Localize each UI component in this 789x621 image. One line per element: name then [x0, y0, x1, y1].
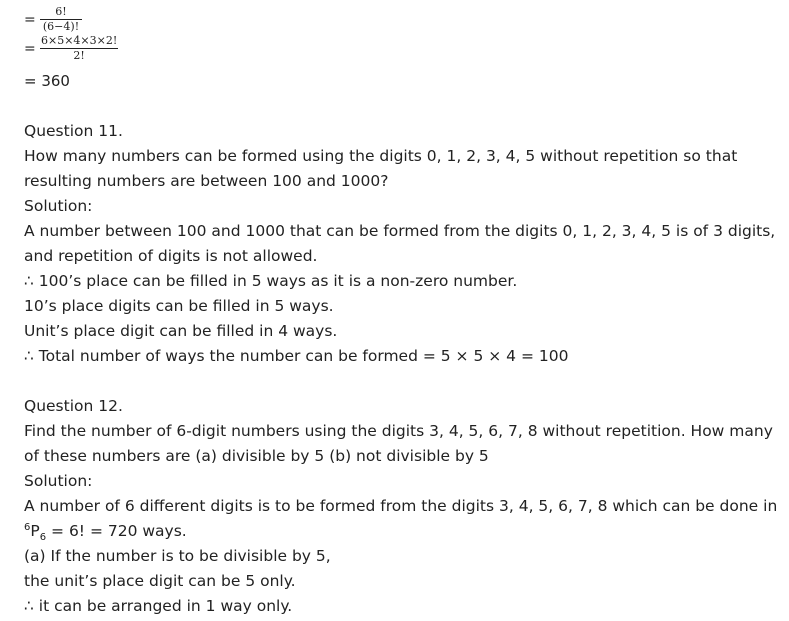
solution-text: A number between 100 and 1000 that can be formed from the digits 0, 1, 2, 3, 4, 5 is of 3 digits, — [24, 222, 776, 240]
equals-sign: = — [24, 11, 36, 28]
fraction-calculation — [24, 6, 118, 62]
solution-text: Unit’s place digit can be filled in 4 ways. — [24, 322, 338, 340]
perm-superscript: 6 — [24, 521, 31, 533]
denominator: 2! — [73, 49, 85, 62]
perm-rest: = 6! = 720 ways. — [46, 522, 187, 540]
fraction-row-1 — [24, 6, 118, 33]
denominator: (6−4)! — [42, 20, 80, 33]
solution-text: ∴ Total number of ways the number can be formed = 5 × 5 × 4 = 100 — [24, 347, 569, 365]
solution-label: Solution: — [24, 197, 93, 215]
solution-text: and repetition of digits is not allowed. — [24, 247, 318, 265]
permutation-line — [24, 519, 769, 544]
solution-text: 10’s place digits can be filled in 5 ways. — [24, 297, 334, 315]
question-heading: Question 12. — [24, 397, 123, 415]
result-line: = 360 — [24, 72, 70, 90]
perm-letter: P — [30, 522, 40, 540]
question-12 — [24, 394, 778, 619]
question-11 — [24, 119, 776, 369]
question-text: Find the number of 6-digit numbers using the digits 3, 4, 5, 6, 7, 8 without repetition. How many — [24, 422, 773, 440]
solution-text: (a) If the number is to be divisible by 5, — [24, 547, 331, 565]
question-text: resulting numbers are between 100 and 1000? — [24, 172, 389, 190]
question-text: of these numbers are (a) divisible by 5 (b) not divisible by 5 — [24, 447, 489, 465]
solution-text: the unit’s place digit can be 5 only. — [24, 572, 296, 590]
solution-text: A number of 6 different digits is to be formed from the digits 3, 4, 5, 6, 7, 8 which can be done in — [24, 497, 778, 515]
question-heading: Question 11. — [24, 122, 123, 140]
solution-text: ∴ it can be arranged in 1 way only. — [24, 597, 293, 615]
equals-sign: = — [24, 40, 36, 57]
fraction-row-2 — [24, 35, 118, 62]
question-text: How many numbers can be formed using the digits 0, 1, 2, 3, 4, 5 without repetition so that — [24, 147, 738, 165]
fraction — [40, 6, 82, 33]
perm-subscript: 6 — [39, 532, 47, 544]
numerator: 6×5×4×3×2! — [41, 34, 118, 47]
solution-label: Solution: — [24, 472, 93, 490]
solution-text: ∴ 100’s place can be filled in 5 ways as it is a non-zero number. — [24, 272, 518, 290]
numerator: 6! — [40, 6, 82, 20]
fraction — [40, 35, 118, 62]
